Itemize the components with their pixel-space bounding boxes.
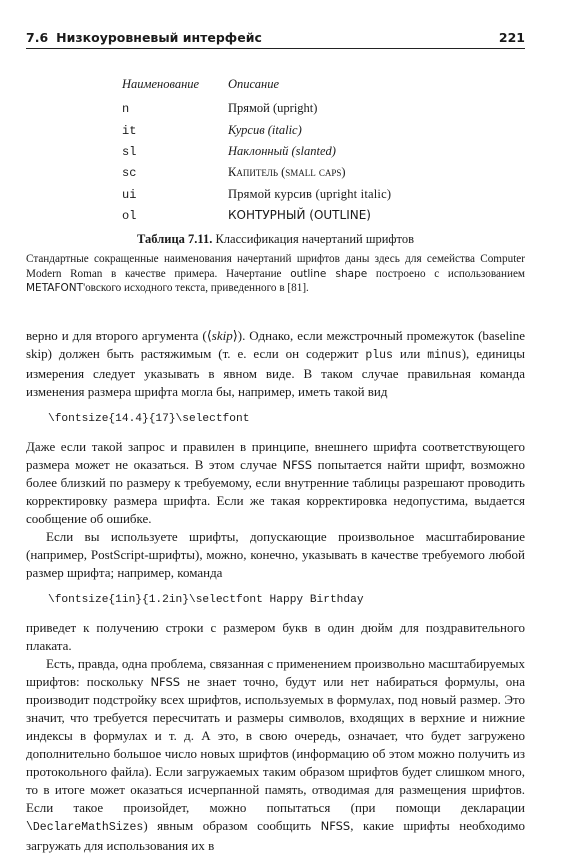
code-inline: minus	[427, 349, 462, 363]
code-example: \fontsize{1in}{1.2in}\selectfont Happy Birthday	[48, 594, 364, 607]
shape-description: Наклонный (slanted)	[228, 143, 336, 158]
text-run: ), единицы измерения следует указывать в явном виде. В таком случае правильная команда изменения размера шрифта могла бы, например, иметь такой вид	[26, 346, 525, 400]
note-outline: outline shape	[290, 267, 368, 280]
shape-code: ui	[122, 187, 137, 202]
shape-table-wrapper	[122, 77, 525, 226]
section-title: Низкоуровневый интерфейс	[56, 30, 262, 45]
code-example: \fontsize{14.4}{17}\selectfont	[48, 413, 250, 426]
code-inline: plus	[365, 349, 393, 363]
text-run: ⟩). Однако, если межстрочный промежуток (baseline skip) должен быть растяжимым (т. е. если он содержит	[26, 328, 525, 362]
text-run: верно и для второго аргумента (⟨	[26, 328, 212, 344]
text-run: Даже если такой запрос и правилен в принципе, внешнего шрифта соответствующего размера может не оказаться. В этом случае	[26, 439, 525, 473]
text-run: skip	[211, 328, 233, 344]
paragraph: Если вы используете шрифты, допускающие произвольное масштабирование (например, PostScript-шрифты), можно, конечно, указывать в качестве требуемого любой размер шрифта; например, команда	[26, 529, 525, 581]
text-run: попытается найти шрифт, возможно более близкий по размеру к требуемому, если внутренние таблицы разрешают проводить корректировку размера шрифта. Если же такая корректировка недопустима, выдается сообщение об ошибке.	[26, 457, 525, 527]
paragraph	[26, 655, 525, 855]
nfss-label: NFSS	[150, 675, 181, 690]
shape-description: Прямой курсив (upright italic)	[228, 186, 392, 201]
shape-code: it	[122, 123, 137, 138]
table-caption	[26, 232, 525, 247]
table-row	[122, 205, 391, 226]
page-number: 221	[498, 30, 525, 45]
column-header-name: Наименование	[122, 77, 200, 91]
shape-code: sl	[122, 144, 137, 159]
code-inline: \DeclareMathSizes	[26, 821, 144, 835]
text-run: , какие шрифты необходимо загружать для использования их в	[26, 818, 526, 854]
table-row	[122, 119, 391, 140]
paragraph	[26, 327, 525, 401]
nfss-label: NFSS	[282, 458, 313, 473]
running-header	[26, 30, 525, 49]
column-header-description: Описание	[228, 77, 280, 91]
shape-description: КОНТУРНЫЙ (OUTLINE)	[228, 208, 371, 223]
body-text	[26, 327, 525, 855]
table-row	[122, 162, 391, 183]
shape-description: Курсив (italic)	[228, 122, 302, 137]
shape-description: Капитель (small caps)	[228, 165, 346, 180]
table-header-row	[122, 77, 391, 98]
nfss-label: NFSS	[320, 819, 351, 834]
note-part-3: 'овского исходного текста, приведенного в [81].	[83, 282, 309, 295]
text-run: не знает точно, будут или нет набираться формулы, она производит подстройку всех шрифтов, используемых в формулах, под новый размер. Это значит, что требуется пересчитать и размеры символов, входящих в верхние и нижние индексы в формулах и т. д. А это, в свою очередь, означает, что будет загружено дополнительно большое число новых шрифтов (информацию об этом можно получить из протокольного файла). Если загружаемых таким образом шрифтов будет слишком много, то в итоге может оказаться исчерпанной память, отводимая для размещения шрифтов. Если такое произойдет, можно попытаться (при помощи декларации	[26, 674, 525, 816]
note-metafont: METAFONT	[26, 282, 84, 295]
paragraph: приведет к получению строки с размером букв в один дюйм для поздравительного плаката.	[26, 620, 525, 654]
table-row	[122, 141, 391, 162]
text-run: ) явным образом сообщить	[143, 818, 321, 834]
table-row	[122, 98, 391, 119]
text-run: или	[392, 346, 428, 362]
shape-code: n	[122, 102, 130, 117]
caption-text: Классификация начертаний шрифтов	[212, 232, 414, 247]
shape-table	[122, 77, 391, 226]
section-number: 7.6	[26, 30, 49, 45]
shape-code: ol	[122, 209, 137, 224]
table-row	[122, 184, 391, 205]
section-heading	[26, 30, 270, 45]
caption-label: Таблица 7.11.	[137, 232, 213, 247]
paragraph	[26, 438, 525, 528]
shape-code: sc	[122, 166, 137, 181]
table-note	[26, 252, 525, 296]
shape-description: Прямой (upright)	[228, 101, 318, 116]
text-run: Есть, правда, одна проблема, связанная с применением произвольно масштабируемых шрифтов: поскольку	[26, 656, 525, 690]
note-part-1: Стандартные сокращенные наименования начертаний шрифтов даны здесь для семейства Computer Modern Roman в качестве примера. Начертание	[26, 253, 525, 280]
note-part-2: построено с использованием	[367, 267, 526, 280]
